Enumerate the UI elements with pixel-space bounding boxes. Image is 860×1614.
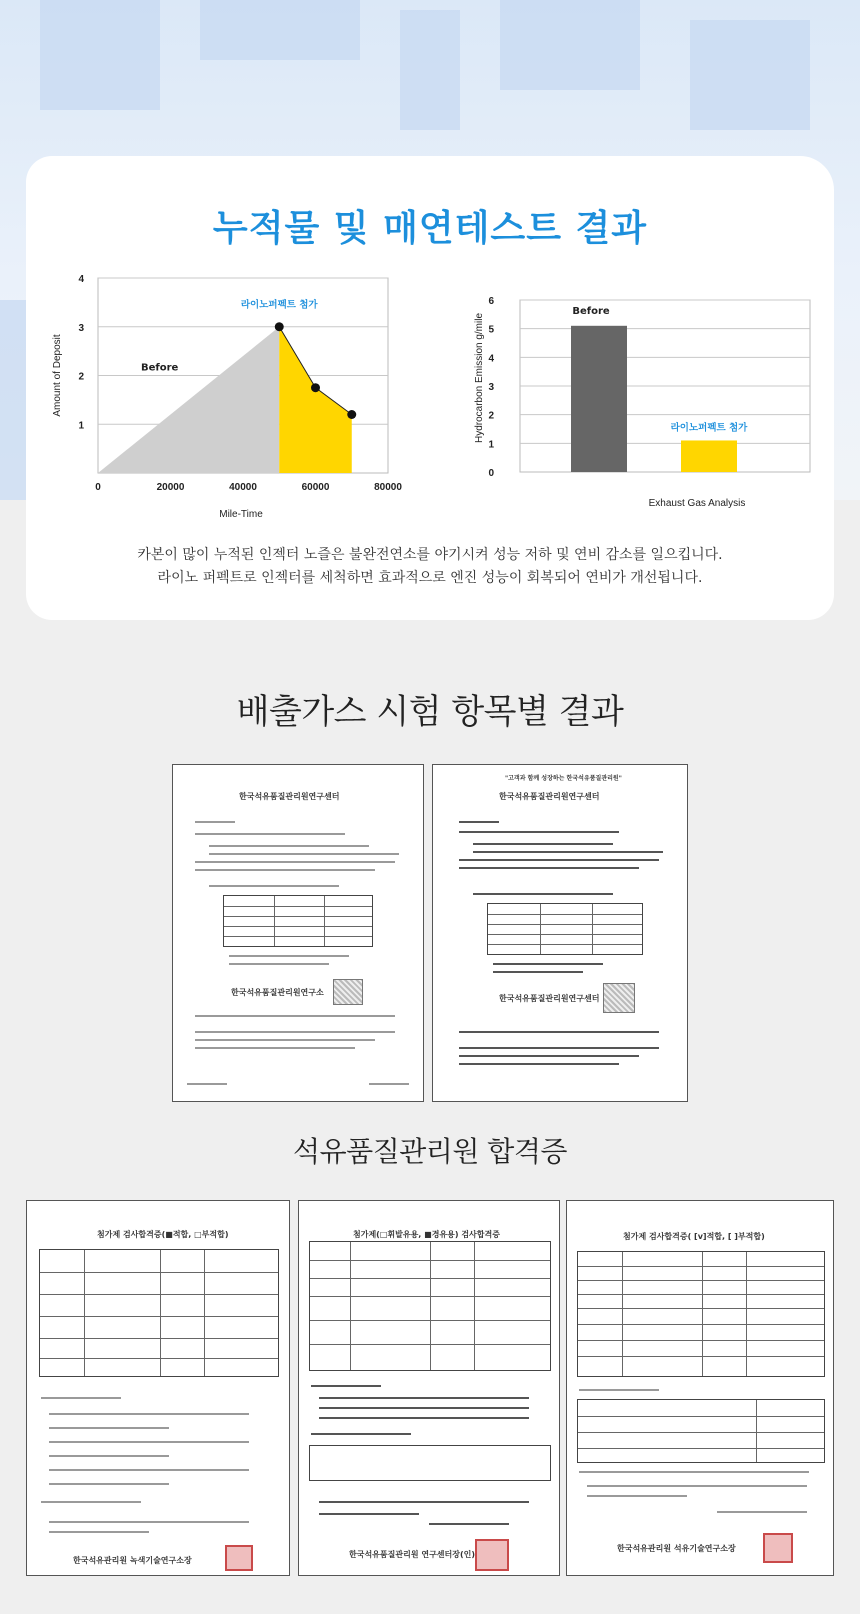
certificate-1-title: 첨가제 검사합격증(■적합, □부적합)	[97, 1230, 229, 1239]
deposit-y-tick-label: 1	[78, 420, 84, 432]
report-2-footer: 한국석유품질관리원연구센터	[499, 994, 600, 1003]
certificate-1-footer: 한국석유관리원 녹색기술연구소장	[73, 1556, 192, 1565]
exhaust-x-axis-label: Exhaust Gas Analysis	[648, 498, 746, 509]
report-2-header: 한국석유품질관리원연구센터	[499, 792, 600, 801]
emission-report-1	[172, 764, 424, 1102]
exhaust-y-tick-label: 4	[488, 353, 494, 365]
deposit-y-tick-label: 4	[78, 274, 84, 285]
certificate-3-title: 첨가제 검사합격증( [v]적합, [ ]부적합)	[623, 1232, 765, 1241]
exhaust-y-tick-label: 3	[488, 382, 494, 393]
report-1-footer: 한국석유품질관리원연구소	[231, 988, 324, 997]
exhaust-bar-label-additive: 라이노퍼펙트 첨가	[670, 422, 748, 434]
exhaust-bar	[571, 326, 627, 472]
exhaust-bar	[681, 440, 737, 472]
deposit-section-title: 누적물 및 매연테스트 결과	[212, 208, 648, 249]
exhaust-chart	[460, 290, 820, 520]
exhaust-y-tick-label: 0	[488, 468, 494, 479]
emission-report-2	[432, 764, 688, 1102]
deposit-data-point	[275, 322, 284, 331]
deposit-description-line1: 카본이 많이 누적된 인젝터 노즐은 불완전연소를 야기시켜 성능 저하 및 연비 감소를 일으킵니다.	[137, 547, 723, 563]
deposit-x-tick-label: 60000	[301, 482, 330, 493]
certificate-3-footer: 한국석유관리원 석유기술연구소장	[617, 1544, 736, 1553]
certificate-2-footer: 한국석유품질관리원 연구센터장(인)	[349, 1550, 476, 1559]
deposit-series-label-additive: 라이노퍼펙트 첨가	[240, 299, 318, 311]
deposit-y-tick-label: 3	[78, 322, 84, 334]
certificate-1	[26, 1200, 290, 1576]
deposit-chart	[40, 262, 420, 522]
certificate-2-title: 첨가제(□휘발유용, ■경유용) 검사합격증	[353, 1230, 500, 1239]
deposit-y-axis-label: Amount of Deposit	[52, 334, 63, 417]
exhaust-y-tick-label: 2	[488, 410, 494, 422]
exhaust-y-tick-label: 5	[488, 324, 494, 336]
deposit-x-tick-label: 80000	[374, 482, 402, 493]
emission-section-title: 배출가스 시험 항목별 결과	[236, 692, 624, 732]
exhaust-y-tick-label: 1	[488, 439, 494, 451]
certificate-section-title: 석유품질관리원 합격증	[293, 1135, 567, 1168]
report-2-top-note: "고객과 함께 성장하는 한국석유품질관리원"	[505, 775, 622, 782]
report-1-header: 한국석유품질관리원연구센터	[239, 792, 340, 801]
deposit-series-label-before: Before	[140, 362, 179, 374]
deposit-x-axis-label: Mile-Time	[219, 509, 263, 520]
deposit-data-point	[311, 383, 320, 392]
exhaust-y-tick-label: 6	[488, 296, 494, 307]
exhaust-y-axis-label: Hydrocarbon Emission g/mile	[474, 312, 485, 444]
certificate-2	[298, 1200, 560, 1576]
deposit-description-line2: 라이노 퍼펙트로 인젝터를 세척하면 효과적으로 엔진 성능이 회복되어 연비가 개선됩니다.	[157, 570, 703, 586]
exhaust-bar-label-before: Before	[572, 305, 610, 317]
deposit-x-tick-label: 20000	[156, 482, 185, 493]
deposit-data-point	[347, 410, 356, 419]
deposit-y-tick-label: 2	[78, 371, 84, 383]
deposit-x-tick-label: 40000	[229, 482, 257, 493]
certificate-3	[566, 1200, 834, 1576]
deposit-x-tick-label: 0	[95, 482, 101, 493]
